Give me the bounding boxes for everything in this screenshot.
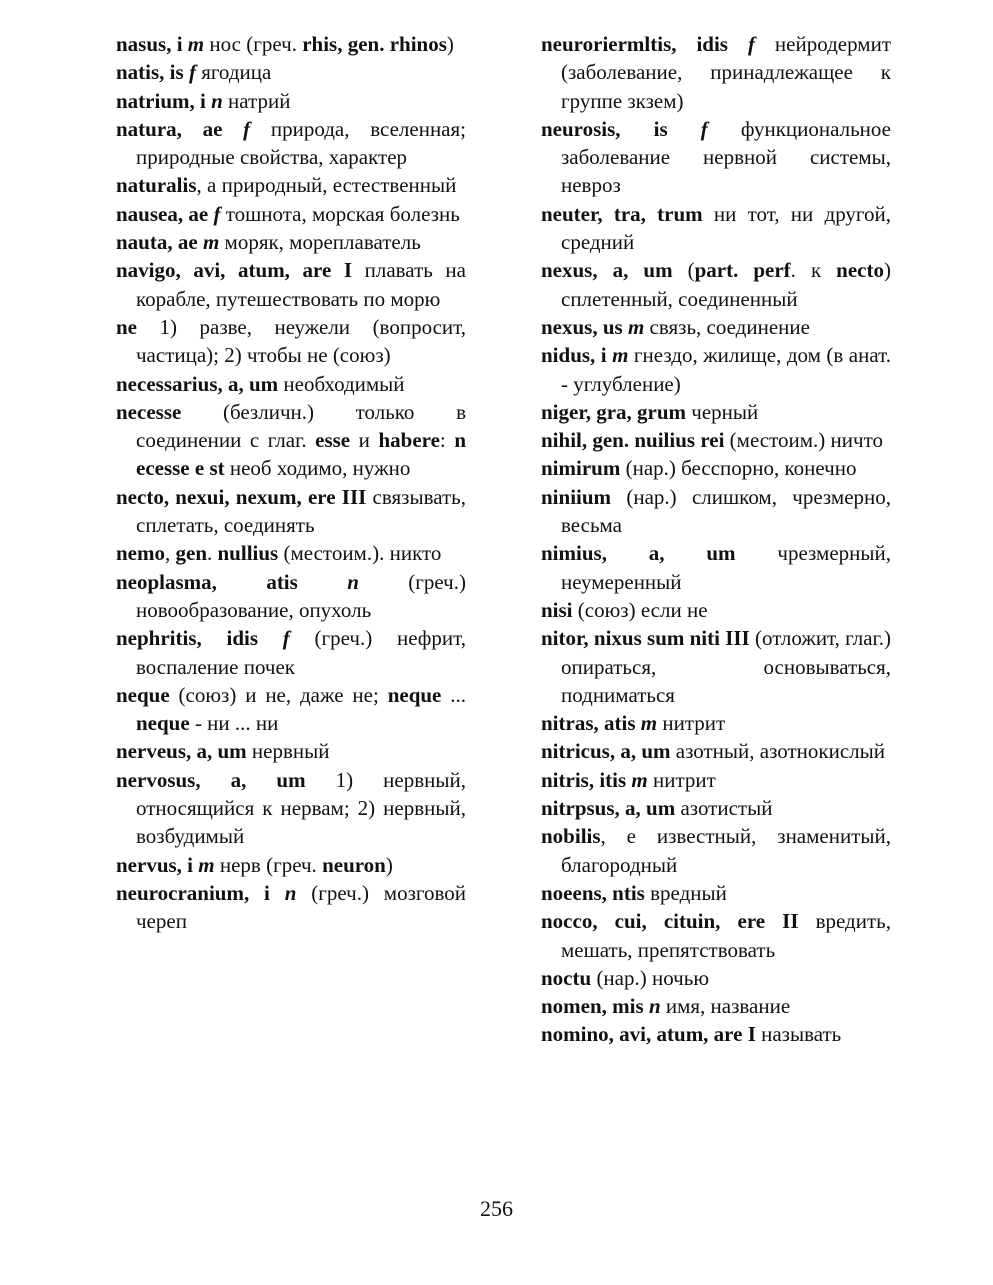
headword-text: neoplasma, atis: [116, 569, 348, 594]
definition-text: гнездо, жилище, дом (в анат. - углубление): [561, 343, 891, 396]
definition-text: (греч.) новообразование, опухоль: [136, 569, 466, 622]
dictionary-entry: [541, 992, 891, 1020]
headword-text: nitor, nixus sum niti III: [541, 626, 750, 651]
headword-text: n ecesse e st: [136, 428, 466, 481]
definition-text: чрезмерный, неумеренный: [561, 541, 891, 594]
headword-text: noctu: [541, 965, 592, 990]
definition-text: (греч.) нефрит, воспаление почек: [136, 626, 466, 679]
gender-mark: m: [640, 711, 658, 736]
dictionary-entry: [116, 115, 466, 172]
definition-text: азотистый: [675, 796, 773, 821]
headword-text: nimius, a, um: [541, 541, 736, 566]
headword-text: niniium: [541, 484, 612, 509]
definition-text: и: [350, 428, 379, 453]
definition-text: (союз) если не: [572, 597, 708, 622]
definition-text: нос (греч.: [204, 32, 303, 56]
definition-text: (: [672, 258, 695, 283]
headword-text: nitras, atis: [541, 711, 641, 736]
dictionary-entry: [116, 483, 466, 540]
dictionary-entry: [116, 568, 466, 625]
headword-text: nihil, gen. nuilius rei: [541, 428, 725, 453]
headword-text: nauta, ae: [116, 230, 203, 255]
headword-text: nitris, itis: [541, 767, 632, 792]
definition-text: ): [385, 852, 393, 877]
gender-mark: f: [188, 60, 196, 85]
gender-mark: m: [187, 32, 205, 56]
gender-mark: m: [627, 314, 645, 339]
headword-text: noeens, ntis: [541, 880, 645, 905]
definition-text: (нар.) ночью: [591, 965, 710, 990]
definition-text: ...: [441, 682, 467, 707]
gender-mark: n: [347, 569, 359, 594]
gender-mark: n: [648, 994, 661, 1019]
headword-text: nullius: [217, 541, 279, 566]
headword-text: neuroriermltis, idis: [541, 32, 748, 56]
gender-mark: f: [700, 116, 708, 141]
definition-text: имя, название: [660, 994, 791, 1019]
definition-text: ) сплетенный, соединенный: [561, 258, 891, 311]
definition-text: вредить, мешать, препятствовать: [561, 909, 891, 962]
definition-text: моряк, мореплаватель: [219, 230, 421, 255]
dictionary-entry: [541, 822, 891, 879]
gender-mark: m: [612, 343, 629, 368]
headword-text: nasus, i: [116, 32, 188, 56]
definition-text: 1) нервный, относящийся к нервам; 2) нервный, возбудимый: [136, 767, 466, 849]
dictionary-entry: [541, 737, 891, 765]
definition-text: (отложит, глаг.) опираться, основываться, подниматься: [561, 626, 891, 707]
headword-text: neuter, tra, trum: [541, 201, 703, 226]
dictionary-entry: [116, 539, 466, 567]
headword-text: nomen, mis: [541, 994, 649, 1019]
headword-text: niger, gra, grum: [541, 399, 687, 424]
headword-text: neuron: [322, 852, 386, 877]
definition-text: , а природный, естественный: [196, 173, 457, 198]
definition-text: (союз) и не, даже не;: [169, 682, 388, 707]
definition-text: - ни ... ни: [189, 711, 279, 736]
definition-text: (нар.) бесспорно, конечно: [620, 456, 857, 481]
definition-text: . к: [790, 258, 837, 283]
headword-text: part. perf: [694, 258, 791, 283]
headword-text: nisi: [541, 597, 573, 622]
page-number: 256: [480, 1196, 513, 1221]
dictionary-entry: [116, 30, 466, 58]
dictionary-entry: [541, 426, 891, 454]
dictionary-entry: [541, 341, 891, 398]
definition-text: тошнота, морская болезнь: [220, 201, 460, 226]
dictionary-entry: [116, 624, 466, 681]
dictionary-entry: [116, 200, 466, 228]
gender-mark: f: [747, 32, 755, 56]
headword-text: neurosis, is: [541, 116, 701, 141]
definition-text: ни тот, ни другой, средний: [561, 201, 891, 255]
headword-text: rhis, gen. rhinos: [302, 32, 447, 56]
dictionary-entry: [116, 228, 466, 256]
dictionary-entry: [116, 370, 466, 398]
gender-mark: f: [243, 116, 251, 141]
left-column: [116, 30, 466, 936]
definition-text: плавать на корабле, путешествовать по морю: [136, 258, 466, 311]
definition-text: (местоим.) ничто: [724, 428, 883, 453]
gender-mark: n: [284, 880, 297, 905]
headword-text: necessarius, a, um: [116, 371, 279, 396]
gender-mark: m: [198, 852, 215, 877]
definition-text: нитрит: [657, 711, 726, 736]
headword-text: natura, ae: [116, 116, 244, 141]
dictionary-entry: [541, 907, 891, 964]
definition-text: черный: [686, 399, 759, 424]
dictionary-entry: [116, 879, 466, 936]
definition-text: ,: [165, 541, 176, 566]
definition-text: натрий: [222, 88, 291, 113]
headword-text: natrium, i: [116, 88, 212, 113]
dictionary-entry: [541, 596, 891, 624]
dictionary-entry: [541, 709, 891, 737]
definition-text: связь, соединение: [644, 314, 810, 339]
headword-text: nexus, us: [541, 314, 628, 339]
definition-text: (местоим.). никто: [278, 541, 442, 566]
dictionary-entry: [541, 624, 891, 709]
dictionary-entry: [116, 766, 466, 851]
dictionary-entry: [116, 737, 466, 765]
definition-text: азотный, азотнокислый: [670, 739, 885, 764]
headword-text: neque: [387, 682, 442, 707]
headword-text: neurocranium, i: [116, 880, 285, 905]
headword-text: esse: [315, 428, 351, 453]
headword-text: nexus, a, um: [541, 258, 673, 283]
headword-text: nervosus, a, um: [116, 767, 306, 792]
headword-text: necto: [836, 258, 884, 283]
definition-text: 1) разве, неужели (вопросит, частица); 2) чтобы не (союз): [136, 314, 466, 368]
headword-text: nitrpsus, a, um: [541, 796, 676, 821]
headword-text: natis, is: [116, 60, 189, 85]
headword-text: nobilis: [541, 824, 601, 849]
dictionary-entry: [541, 539, 891, 596]
headword-text: nephritis, idis: [116, 626, 283, 651]
definition-text: нитрит: [647, 767, 716, 792]
headword-text: necto, nexui, nexum, ere III: [116, 484, 367, 509]
definition-text: (безличн.) только в соединении с глаг.: [136, 399, 466, 453]
dictionary-entry: [116, 87, 466, 115]
gender-mark: f: [282, 626, 290, 651]
headword-text: nerveus, a, um: [116, 739, 247, 764]
headword-text: neque: [116, 682, 170, 707]
dictionary-entry: [541, 766, 891, 794]
gender-mark: n: [211, 88, 223, 113]
dictionary-entry: [541, 200, 891, 257]
headword-text: nitricus, a, um: [541, 739, 671, 764]
headword-text: navigo, avi, atum, are I: [116, 258, 353, 283]
headword-text: habere: [378, 428, 440, 453]
headword-text: ne: [116, 314, 137, 339]
definition-text: ): [446, 32, 454, 56]
right-column: [541, 30, 891, 1049]
definition-text: (греч.) мозговой череп: [136, 880, 466, 934]
definition-text: связывать, сплетать, соединять: [136, 484, 466, 538]
dictionary-entry: [116, 256, 466, 313]
definition-text: ягодица: [195, 60, 272, 85]
dictionary-entry: [116, 58, 466, 86]
headword-text: nausea, ae: [116, 201, 214, 226]
dictionary-entry: [116, 313, 466, 370]
headword-text: gen: [175, 541, 207, 566]
headword-text: necesse: [116, 399, 182, 424]
definition-text: называть: [755, 1022, 842, 1047]
definition-text: необходимый: [278, 371, 405, 396]
headword-text: neque: [136, 711, 190, 736]
headword-text: nervus, i: [116, 852, 199, 877]
definition-text: , е известный, знаменитый, благородный: [561, 824, 891, 877]
dictionary-entry: [541, 1020, 891, 1048]
headword-text: naturalis: [116, 173, 197, 198]
definition-text: нервный: [246, 739, 330, 764]
dictionary-entry: [541, 313, 891, 341]
definition-text: необ ходимо, нужно: [224, 456, 411, 481]
dictionary-entry: [541, 483, 891, 540]
dictionary-entry: [116, 851, 466, 879]
definition-text: .: [207, 541, 218, 566]
dictionary-entry: [541, 964, 891, 992]
definition-text: нейродермит (заболевание, принадлежащее к группе зкзем): [561, 32, 892, 113]
dictionary-entry: [541, 256, 891, 313]
headword-text: nimirum: [541, 456, 621, 481]
definition-text: (нар.) слишком, чрезмерно, весьма: [561, 484, 891, 538]
definition-text: природа, вселенная; природные свойства, характер: [136, 116, 466, 170]
headword-text: nemo: [116, 541, 165, 566]
dictionary-entry: [541, 794, 891, 822]
headword-text: nomino, avi, atum, are I: [541, 1022, 756, 1047]
dictionary-entry: [116, 681, 466, 738]
definition-text: функциональное заболевание нервной системы, невроз: [561, 116, 891, 198]
dictionary-entry: [116, 398, 466, 483]
dictionary-entry: [541, 115, 891, 200]
definition-text: вредный: [644, 880, 727, 905]
dictionary-entry: [541, 454, 891, 482]
dictionary-entry: [116, 171, 466, 199]
gender-mark: f: [213, 201, 221, 226]
definition-text: нерв (греч.: [214, 852, 323, 877]
dictionary-entry: [541, 879, 891, 907]
definition-text: :: [439, 428, 455, 453]
dictionary-entry: [541, 398, 891, 426]
gender-mark: m: [631, 767, 648, 792]
headword-text: nidus, i: [541, 343, 613, 368]
headword-text: nocco, cui, cituin, ere II: [541, 909, 799, 934]
gender-mark: m: [202, 230, 220, 255]
dictionary-entry: [541, 30, 891, 115]
